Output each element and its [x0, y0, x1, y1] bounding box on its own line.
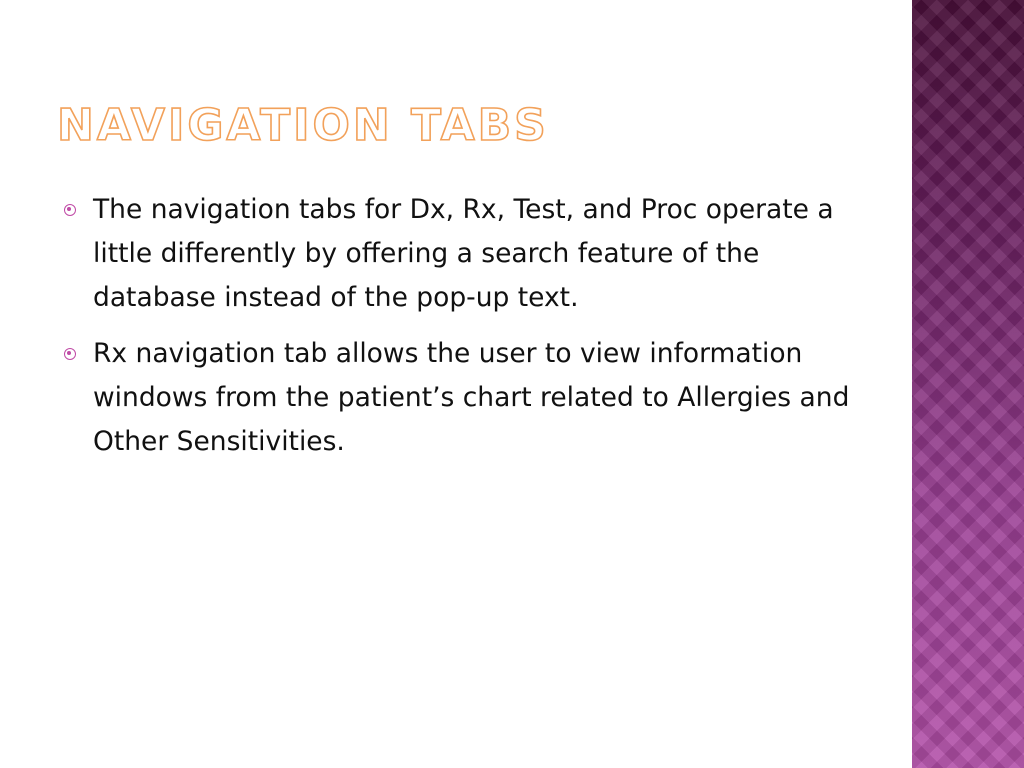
radio-bullet-icon: [64, 204, 76, 216]
list-item: [62, 188, 862, 320]
bullet-text: Rx navigation tab allows the user to view information windows from the patient’s chart related to Allergies and Other Sensitivities.: [93, 338, 850, 457]
bullet-list: [62, 188, 862, 476]
list-item: [62, 332, 862, 464]
bullet-text: The navigation tabs for Dx, Rx, Test, and Proc operate a little differently by offering a search feature of the database instead of the pop-up text.: [93, 194, 834, 313]
decorative-side-band: [912, 0, 1024, 768]
slide-title: NAVIGATION TABS: [57, 100, 549, 151]
radio-bullet-icon: [64, 348, 76, 360]
